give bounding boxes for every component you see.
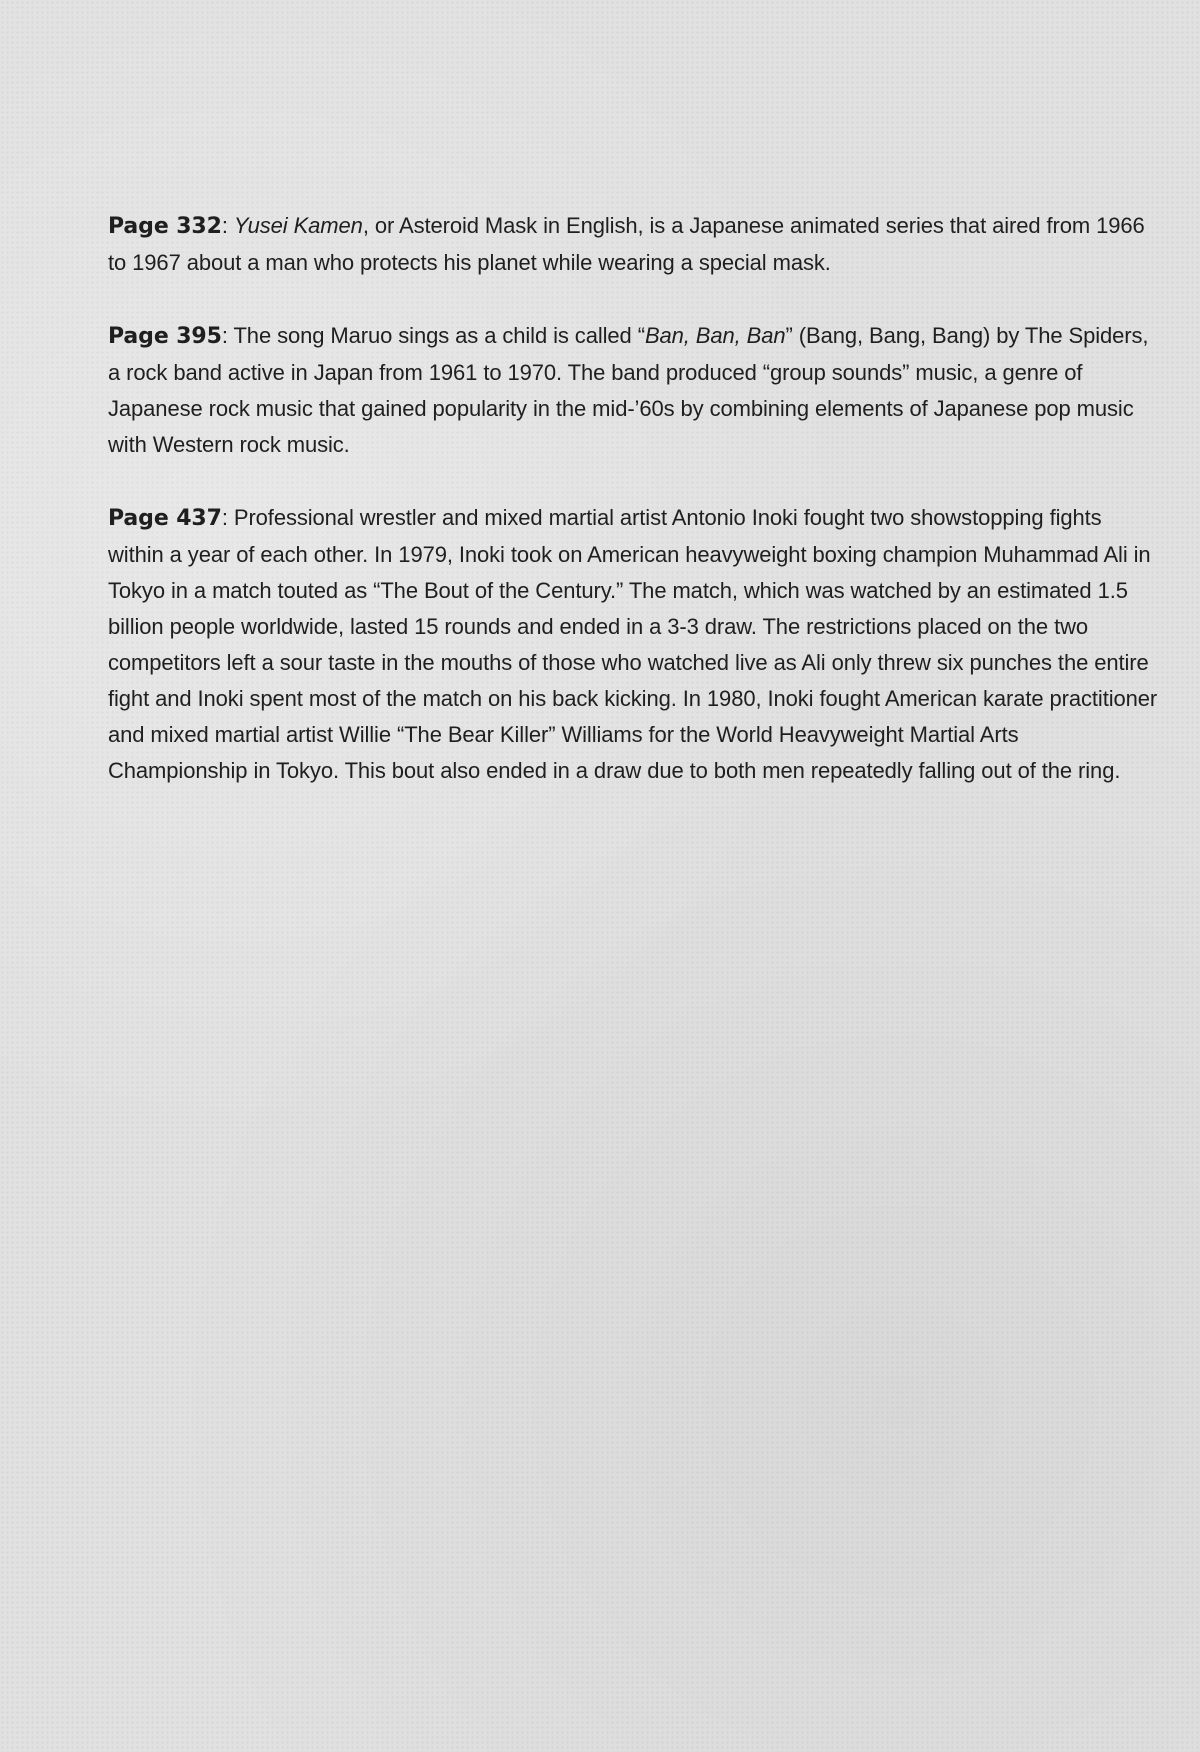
note-label: Page 437 (108, 506, 222, 531)
note-text: : (221, 213, 234, 238)
note-title-italic: Ban, Ban, Ban (644, 323, 786, 348)
note-text: : The song Maruo sings as a child is called “ (221, 323, 645, 348)
note-label: Page 395 (108, 324, 222, 349)
translation-notes (108, 208, 1158, 826)
note-page-395 (108, 318, 1158, 463)
note-title-italic: Yusei Kamen (233, 213, 363, 238)
note-text: : Professional wrestler and mixed martial artist Antonio Inoki fought two showstopping fights within a year of each other. In 1979, Inoki took on American heavyweight boxing champion Muhammad Ali in Tokyo in a match touted as “The Bout of the Century.” The match, which was watched by an estimated 1.5 billion people worldwide, lasted 15 rounds and ended in a 3-3 draw. The restrictions placed on the two competitors left a sour taste in the mouths of those who watched live as Ali only threw six punches the entire fight and Inoki spent most of the match on his back kicking. In 1980, Inoki fought American karate practitioner and mixed martial artist Willie “The Bear Killer” Williams for the World Heavyweight Martial Arts Championship in Tokyo. This bout also ended in a draw due to both men repeatedly falling out of the ring. (108, 505, 1158, 783)
note-text: ” (Bang, Bang, Bang) by The Spiders, a rock band active in Japan from 1961 to 1970. The band produced “group sounds” music, a genre of Japanese rock music that gained popularity in the mid-’60s by combining elements of Japanese pop music with Western rock music. (108, 323, 1149, 457)
note-page-437 (108, 500, 1158, 789)
note-text: , or Asteroid Mask in English, is a Japanese animated series that aired from 1966 to 1967 about a man who protects his planet while wearing a special mask. (108, 213, 1145, 275)
note-page-332 (108, 208, 1158, 281)
note-label: Page 332 (108, 214, 222, 239)
